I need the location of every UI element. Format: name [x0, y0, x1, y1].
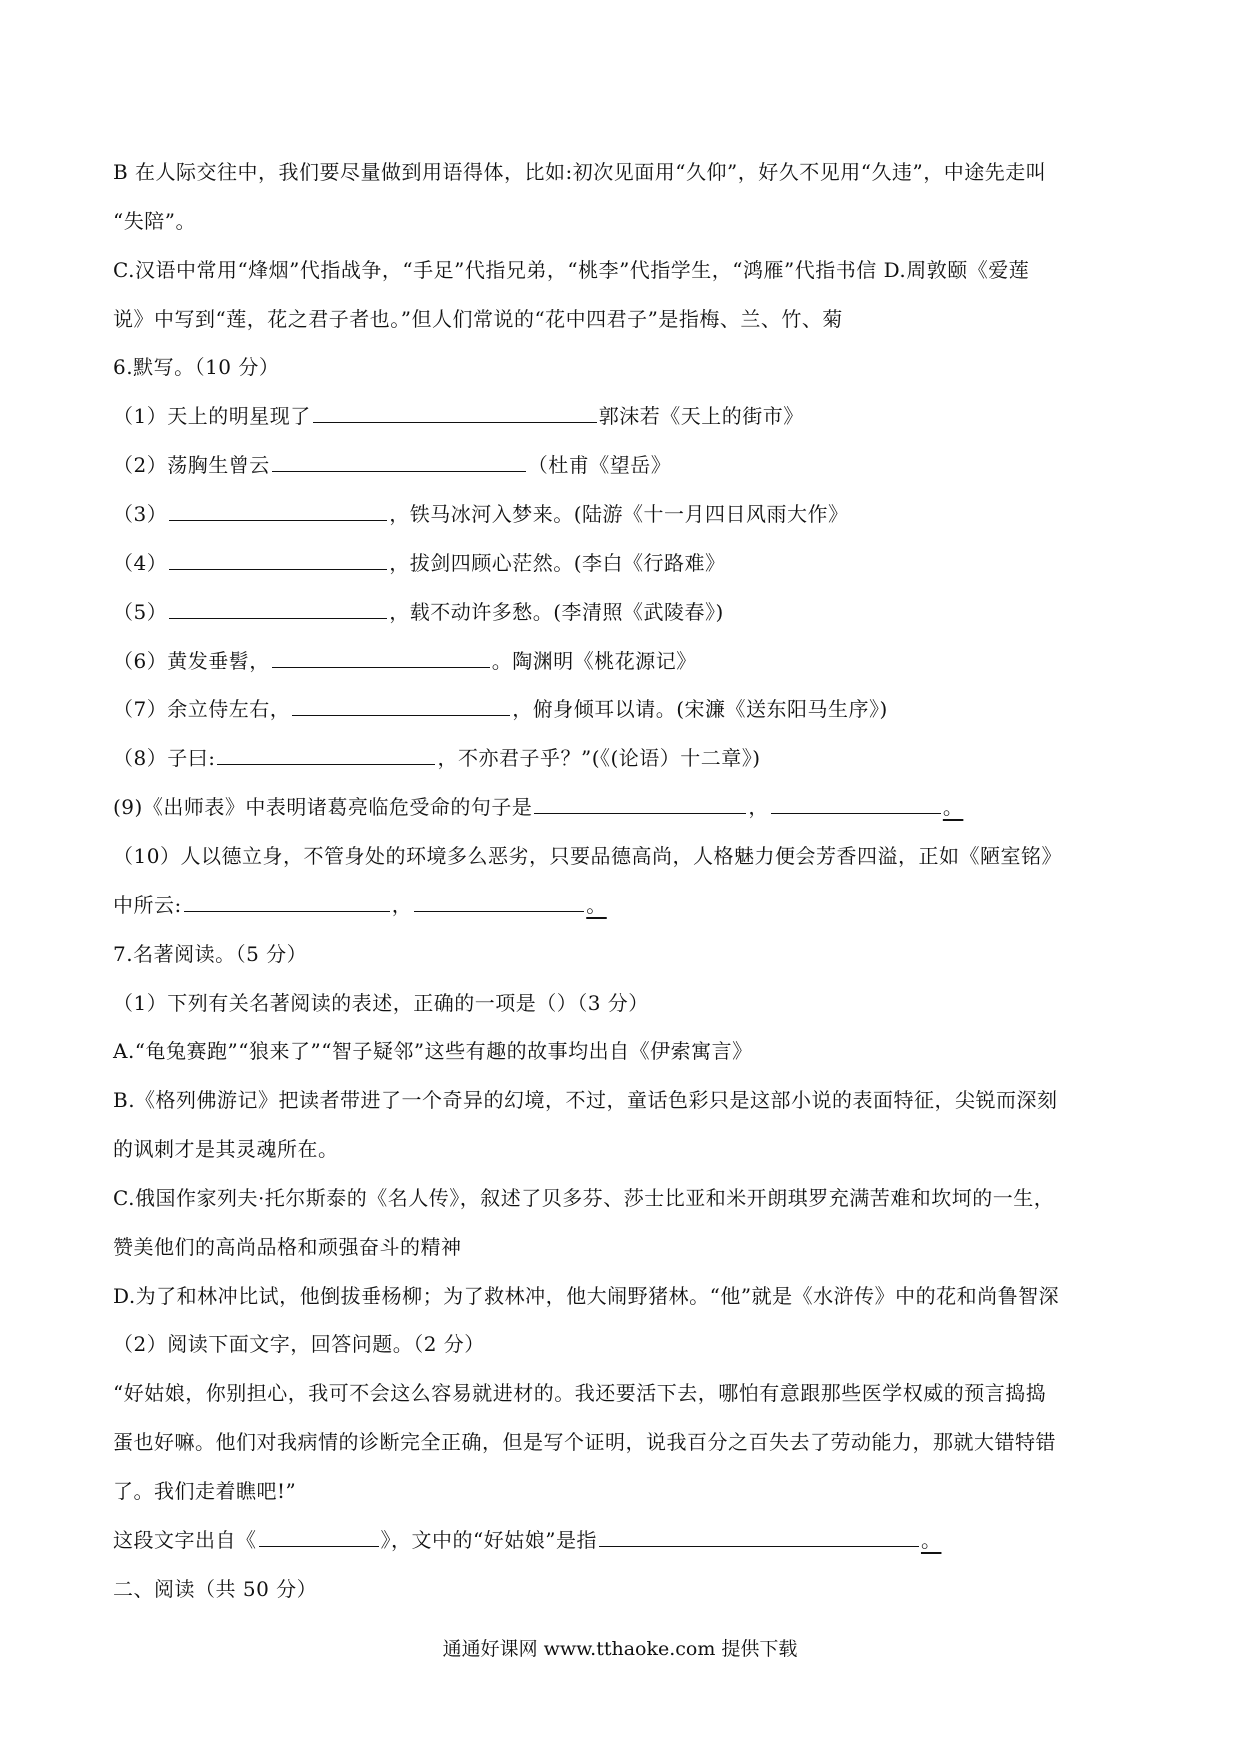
q6-item-5-text: ，载不动许多愁。(李清照《武陵春》): [389, 600, 724, 624]
answer-blank[interactable]: [169, 500, 387, 521]
answer-blank[interactable]: [169, 549, 387, 570]
q6-item-7-prompt: （7）余立侍左右，: [113, 697, 291, 721]
answer-blank[interactable]: [534, 793, 746, 814]
q7-answer-line: [113, 1526, 941, 1554]
answer-blank[interactable]: [217, 744, 435, 765]
q7-option-c-line2: 赞美他们的高尚品格和顽强奋斗的精神: [113, 1235, 462, 1259]
q6-item-6: [113, 647, 697, 675]
q6-item-3-text: ，铁马冰河入梦来。(陆游《十一月四日风雨大作》: [389, 502, 849, 526]
q7-option-b-line1: B.《格列佛游记》把读者带进了一个奇异的幻境，不过，童话色彩只是这部小说的表面特征，尖锐而深刻: [113, 1088, 1058, 1112]
q5-option-c-line2: 说》中写到“莲，花之君子者也。”但人们常说的“花中四君子”是指梅、兰、竹、菊: [113, 307, 843, 331]
q7-option-d: D.为了和林冲比试，他倒拔垂杨柳；为了救林冲，他大闹野猪林。“他”就是《水浒传》中的花和尚鲁智深: [113, 1284, 1060, 1308]
q6-item-6-source: 。陶渊明《桃花源记》: [491, 649, 697, 673]
q6-item-10-prompt: 中所云:: [113, 893, 182, 917]
q6-item-4-number: （4）: [113, 551, 168, 575]
answer-blank[interactable]: [313, 402, 597, 423]
q6-item-9-comma: ，: [748, 795, 769, 819]
q6-item-5: [113, 598, 724, 626]
section-2-heading: 二、阅读（共 50 分）: [113, 1577, 318, 1601]
q6-item-10-line1: （10）人以德立身，不管身处的环境多么恶劣，只要品德高尚，人格魅力便会芳香四溢，正如《陋室铭》: [113, 844, 1062, 868]
answer-blank[interactable]: [414, 891, 584, 912]
q7-option-a: A.“龟兔赛跑”“狼来了”“智子疑邻”这些有趣的故事均出自《伊索寓言》: [113, 1039, 753, 1063]
answer-blank[interactable]: [771, 793, 941, 814]
q6-item-9: [113, 793, 963, 821]
q6-item-5-number: （5）: [113, 600, 168, 624]
q6-item-9-prompt: (9)《出师表》中表明诸葛亮临危受命的句子是: [113, 795, 533, 819]
answer-blank[interactable]: [292, 695, 510, 716]
q6-item-10-line2: [113, 891, 607, 919]
q6-item-4-text: ，拔剑四顾心茫然。(李白《行路难》: [389, 551, 726, 575]
q6-item-1-source: 郭沫若《天上的街市》: [598, 404, 804, 428]
q7-sub2: （2）阅读下面文字，回答问题。（2 分）: [113, 1332, 485, 1356]
q6-item-2-source: （杜甫《望岳》: [527, 453, 672, 477]
q7-answer-girl-prompt: 》，文中的“好姑娘”是指: [380, 1528, 597, 1552]
q6-title: 6.默写。（10 分）: [113, 355, 280, 379]
q6-item-10-comma: ，: [391, 893, 413, 917]
answer-blank[interactable]: [599, 1526, 919, 1547]
q7-passage-line2: 蛋也好嘛。他们对我病情的诊断完全正确，但是写个证明，说我百分之百失去了劳动能力，那就大错特错: [113, 1430, 1056, 1454]
q7-passage-line1: “好姑娘，你别担心，我可不会这么容易就进材的。我还要活下去，哪怕有意跟那些医学权威的预言捣捣: [113, 1381, 1047, 1405]
answer-blank[interactable]: [184, 891, 390, 912]
q6-item-3-number: （3）: [113, 502, 168, 526]
q6-item-9-period: 。: [942, 795, 964, 819]
q6-item-1-prompt: （1）天上的明星现了: [113, 404, 311, 428]
q6-item-1: [113, 402, 804, 430]
answer-blank[interactable]: [169, 598, 387, 619]
q5-option-b-line1: B 在人际交往中，我们要尽量做到用语得体，比如:初次见面用“久仰”，好久不见用“久违”，中途先走叫: [113, 160, 1047, 184]
q7-passage-line3: 了。我们走着瞧吧!”: [113, 1479, 297, 1503]
answer-blank[interactable]: [272, 647, 490, 668]
q7-sub1: （1）下列有关名著阅读的表述，正确的一项是（）（3 分）: [113, 991, 649, 1015]
q6-item-4: [113, 549, 726, 577]
q6-item-6-prompt: （6）黄发垂髫，: [113, 649, 270, 673]
q6-item-2: [113, 451, 671, 479]
q5-option-b-line2: “失陪”。: [113, 209, 196, 233]
q6-item-2-prompt: （2）荡胸生曾云: [113, 453, 270, 477]
q7-answer-source-prompt: 这段文字出自《: [113, 1528, 257, 1552]
q6-item-7: [113, 695, 888, 723]
answer-blank[interactable]: [272, 451, 526, 472]
q6-item-8: [113, 744, 761, 772]
answer-blank[interactable]: [259, 1526, 379, 1547]
q6-item-3: [113, 500, 849, 528]
q7-title: 7.名著阅读。（5 分）: [113, 942, 308, 966]
q6-item-7-text: ，俯身倾耳以请。(宋濂《送东阳马生序》): [512, 697, 888, 721]
q7-option-c-line1: C.俄国作家列夫·托尔斯泰的《名人传》，叙述了贝多芬、莎士比亚和米开朗琪罗充满苦难和坎坷的一生，: [113, 1186, 1055, 1210]
q5-option-c-line1: C.汉语中常用“烽烟”代指战争，“手足”代指兄弟，“桃李”代指学生，“鸿雁”代指书信 D.周敦颐《爱莲: [113, 258, 1030, 282]
q6-item-8-text: ，不亦君子乎？”(《(论语）十二章》): [437, 746, 761, 770]
q7-option-b-line2: 的讽刺才是其灵魂所在。: [113, 1137, 339, 1161]
q7-answer-period: 。: [920, 1528, 942, 1552]
q6-item-10-period: 。: [586, 893, 607, 917]
page-footer: 通通好课网 www.tthaoke.com 提供下载: [442, 1638, 798, 1660]
q6-item-8-prompt: （8）子曰:: [113, 746, 216, 770]
